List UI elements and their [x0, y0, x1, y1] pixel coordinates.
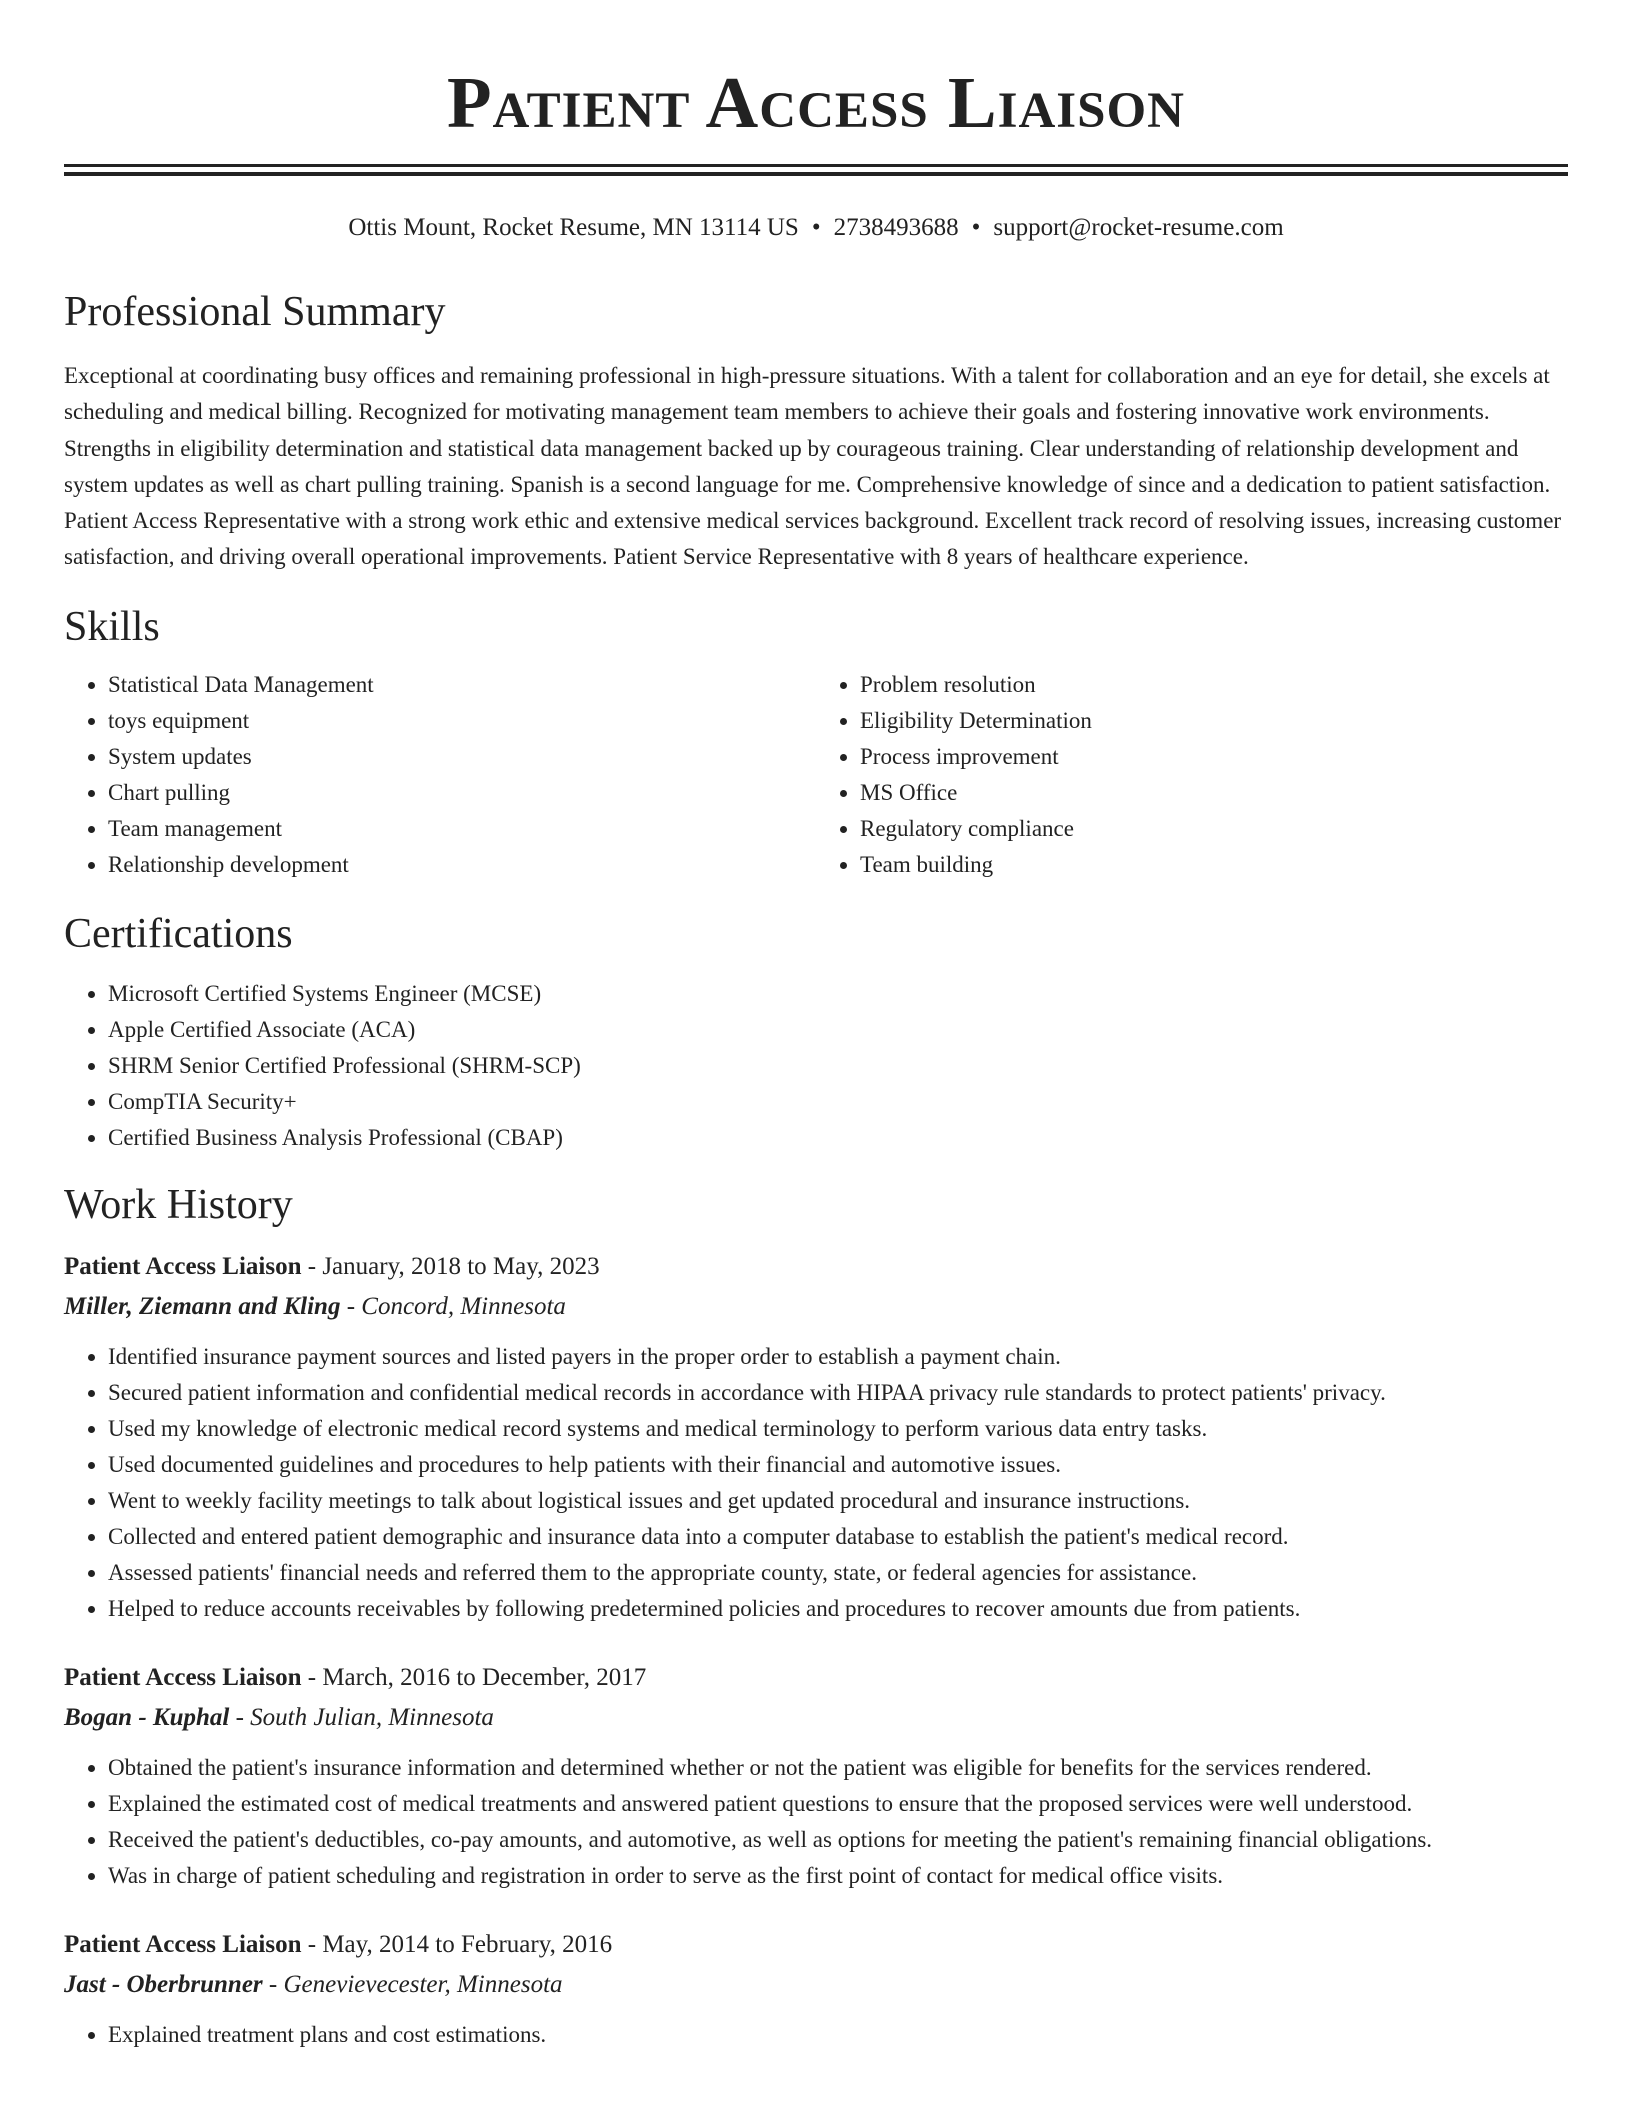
contact-address: Ottis Mount, Rocket Resume, MN 13114 US [348, 214, 799, 241]
skill-item: • toys equipment [108, 703, 816, 739]
skill-item: • Eligibility Determination [860, 703, 1568, 739]
skills-list-right [816, 667, 1568, 883]
title-rule-bottom [64, 172, 1568, 176]
job-location: - Concord, Minnesota [340, 1292, 566, 1320]
job-bullet: • Used my knowledge of electronic medical record systems and medical terminology to perform various data entry tasks. [108, 1411, 1568, 1447]
job-company-line [64, 1287, 1568, 1327]
job-bullet: • Went to weekly facility meetings to talk about logistical issues and get updated procedural and insurance instructions. [108, 1483, 1568, 1519]
skill-item: • Relationship development [108, 847, 816, 883]
job-company: Bogan - Kuphal [64, 1703, 230, 1731]
job-entry [64, 1247, 1568, 1627]
skills-columns [64, 667, 1568, 883]
job-company-line [64, 1965, 1568, 2005]
job-title: Patient Access Liaison [64, 1663, 302, 1691]
job-entry [64, 1925, 1568, 2053]
summary-text: Exceptional at coordinating busy offices and remaining professional in high-pressure situations. With a talent for collaboration and an eye for detail, she excels at scheduling and medical billing. Recognized for motivating management team members to achieve their goals and fostering innovative work environments. Strengths in eligibility determination and statistical data management backed up by courageous training. Clear understanding of relationship development and system updates as well as chart pulling training. Spanish is a second language for me. Comprehensive knowledge of since and a dedication to patient satisfaction. Patient Access Representative with a strong work ethic and extensive medical services background. Excellent track record of resolving issues, increasing customer satisfaction, and driving overall operational improvements. Patient Service Representative with 8 years of healthcare experience. [64, 363, 1562, 570]
job-bullet: • Explained treatment plans and cost estimations. [108, 2017, 1568, 2053]
work-history-heading: Work History [64, 1181, 293, 1228]
skill-item: • Regulatory compliance [860, 811, 1568, 847]
skill-item: • Statistical Data Management [108, 667, 816, 703]
skills-list-left [64, 667, 816, 883]
job-location: - South Julian, Minnesota [229, 1703, 494, 1731]
job-bullet: • Received the patient's deductibles, co-pay amounts, and automotive, as well as options for meeting the patient's remaining financial obligations. [108, 1822, 1568, 1858]
job-title: Patient Access Liaison [64, 1252, 302, 1280]
skill-item: • Team building [860, 847, 1568, 883]
skill-item: • Team management [108, 811, 816, 847]
job-bullets [64, 1339, 1568, 1627]
summary-heading: Professional Summary [64, 289, 446, 335]
job-bullet: • Secured patient information and confidential medical records in accordance with HIPAA privacy rule standards to protect patients' privacy. [108, 1375, 1568, 1411]
job-title-line [64, 1658, 1568, 1698]
certifications-list [64, 976, 1568, 1156]
job-dates: - March, 2016 to December, 2017 [301, 1663, 647, 1691]
job-bullet: • Obtained the patient's insurance information and determined whether or not the patient was eligible for benefits for the services rendered. [108, 1750, 1568, 1786]
skills-heading: Skills [64, 603, 160, 650]
job-bullets [64, 1750, 1568, 1894]
job-bullets [64, 2017, 1568, 2053]
skill-item: • Chart pulling [108, 775, 816, 811]
job-bullet: • Helped to reduce accounts receivables by following predetermined policies and procedures to recover amounts due from patients. [108, 1591, 1568, 1627]
certification-item: • Microsoft Certified Systems Engineer (MCSE) [108, 976, 1568, 1012]
job-dates: - May, 2014 to February, 2016 [301, 1930, 613, 1958]
contact-email[interactable]: support@rocket-resume.com [993, 214, 1284, 241]
certification-item: • CompTIA Security+ [108, 1084, 1568, 1120]
job-bullet: • Identified insurance payment sources and listed payers in the proper order to establish a payment chain. [108, 1339, 1568, 1375]
job-title: Patient Access Liaison [64, 1930, 302, 1958]
job-title-line [64, 1925, 1568, 1965]
skill-item: • System updates [108, 739, 816, 775]
job-company: Miller, Ziemann and Kling [64, 1292, 341, 1320]
certification-item: • Apple Certified Associate (ACA) [108, 1012, 1568, 1048]
certification-item: • Certified Business Analysis Professional (CBAP) [108, 1120, 1568, 1156]
resume-page [64, 0, 1568, 2053]
resume-title: Patient Access Liaison [446, 62, 1186, 143]
skill-item: • MS Office [860, 775, 1568, 811]
job-company-line [64, 1698, 1568, 1738]
job-title-line [64, 1247, 1568, 1287]
job-dates: - January, 2018 to May, 2023 [301, 1252, 600, 1280]
job-bullet: • Explained the estimated cost of medical treatments and answered patient questions to ensure that the proposed services were well understood. [108, 1786, 1568, 1822]
contact-separator: • [811, 214, 821, 241]
certifications-heading: Certifications [64, 910, 293, 957]
job-bullet: • Used documented guidelines and procedures to help patients with their financial and automotive issues. [108, 1447, 1568, 1483]
certification-item: • SHRM Senior Certified Professional (SHRM-SCP) [108, 1048, 1568, 1084]
title-rule-top [64, 164, 1568, 167]
skill-item: • Problem resolution [860, 667, 1568, 703]
contact-separator: • [971, 214, 981, 241]
skill-item: • Process improvement [860, 739, 1568, 775]
job-bullet: • Collected and entered patient demographic and insurance data into a computer database to establish the patient's medical record. [108, 1519, 1568, 1555]
job-bullet: • Assessed patients' financial needs and referred them to the appropriate county, state, or federal agencies for assistance. [108, 1555, 1568, 1591]
job-bullet: • Was in charge of patient scheduling and registration in order to serve as the first point of contact for medical office visits. [108, 1858, 1568, 1894]
job-location: - Genevievecester, Minnesota [262, 1970, 563, 1998]
job-company: Jast - Oberbrunner [64, 1970, 263, 1998]
job-entry [64, 1658, 1568, 1894]
contact-phone: 2738493688 [833, 214, 959, 241]
contact-line [64, 212, 1568, 244]
